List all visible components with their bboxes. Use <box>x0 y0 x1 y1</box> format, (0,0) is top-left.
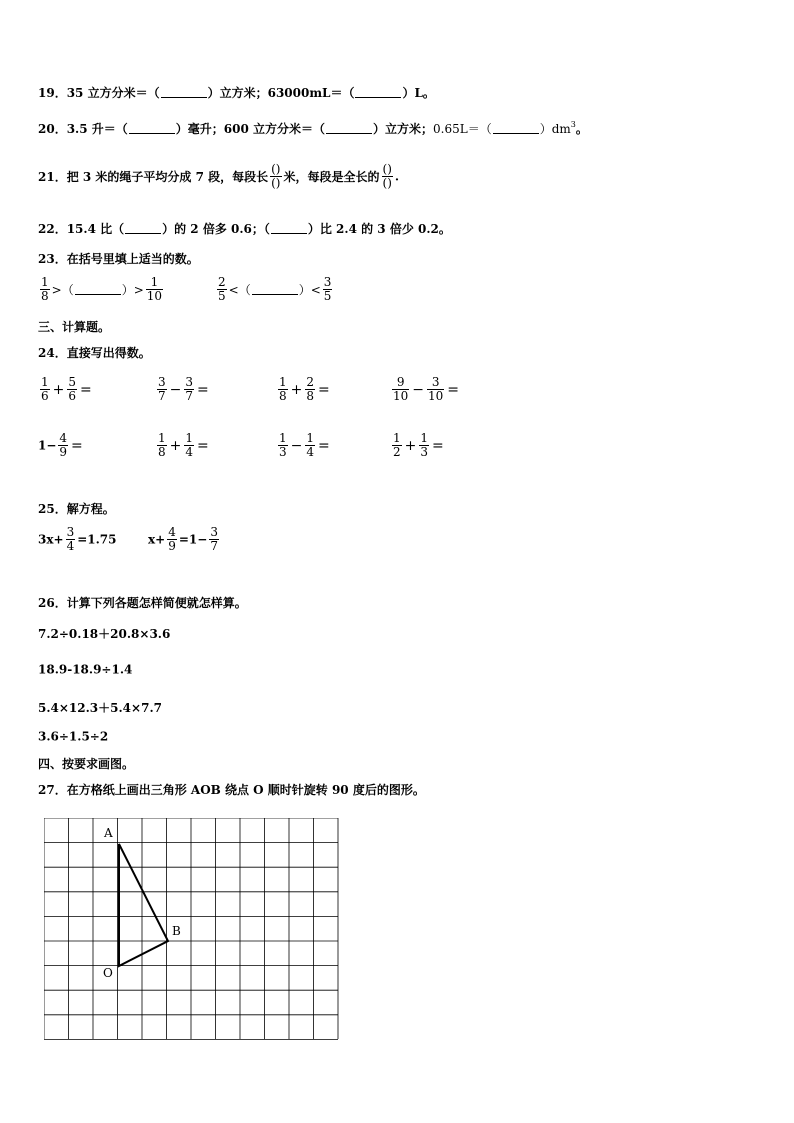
answer-blank[interactable] <box>129 123 175 134</box>
fraction-blank[interactable]: $\frac{()}{()}$ <box>271 162 281 190</box>
answer-blank[interactable] <box>75 284 121 295</box>
compare-expression-2: $\frac{2}{5}$ <（ ）< $\frac{3}{5}$ <box>218 275 332 303</box>
question-19: 19．35 立方分米＝（ ）立方米；63000mL＝（ ）L。 <box>38 86 435 100</box>
question-23: 23．在括号里填上适当的数。 <box>38 252 199 266</box>
point-label-o: O <box>103 966 113 980</box>
answer-blank[interactable] <box>355 87 401 98</box>
question-27: 27．在方格纸上画出三角形 AOB 绕点 O 顺时针旋转 90 度后的图形。 <box>38 783 425 797</box>
section-heading: 四、按要求画图。 <box>38 757 135 771</box>
question-20: 20．3.5 升＝（ ）毫升；600 立方分米＝（ ）立方米；0.65L＝（ ）$dm^3$。 <box>38 120 588 136</box>
section-heading: 三、计算题。 <box>38 320 111 334</box>
oral-calc-item: $\frac{1}{2}$ + $\frac{1}{3}$ = <box>393 431 444 459</box>
oral-calc-item: $\frac{1}{8}$ + $\frac{1}{4}$ = <box>158 431 209 459</box>
oral-calc-item: $\frac{9}{10}$ − $\frac{3}{10}$ = <box>393 375 460 403</box>
answer-blank[interactable] <box>493 123 539 134</box>
question-22: 22．15.4 比（ ）的 2 倍多 0.6；（ ）比 2.4 的 3 倍少 0.2。 <box>38 222 451 236</box>
calc-item: 5.4×12.3＋5.4×7.7 <box>38 701 162 715</box>
point-label-a: A <box>104 826 113 840</box>
oral-calc-item: $\frac{1}{3}$ − $\frac{1}{4}$ = <box>279 431 330 459</box>
compare-expression-1: $\frac{1}{8}$ >（ ）> $\frac{1}{10}$ <box>41 275 163 303</box>
grid-paper[interactable] <box>44 818 340 1040</box>
question-21: 21．把 3 米的绳子平均分成 7 段，每段长 $\frac{()}{()}$ 米，每段是全长的 $\frac{()}{()}$ . <box>38 162 400 190</box>
answer-blank[interactable] <box>125 223 161 234</box>
equation-1: 3x+ $\frac{3}{4}$ =1.75 <box>38 525 117 553</box>
question-24: 24．直接写出得数。 <box>38 346 151 360</box>
calc-item: 18.9-18.9÷1.4 <box>38 662 133 677</box>
question-25: 25．解方程。 <box>38 502 115 516</box>
oral-calc-item: $\frac{1}{8}$ + $\frac{2}{8}$ = <box>279 375 330 403</box>
triangle-aob <box>119 844 168 966</box>
oral-calc-item: $\frac{3}{7}$ − $\frac{3}{7}$ = <box>158 375 209 403</box>
answer-blank[interactable] <box>252 284 298 295</box>
answer-blank[interactable] <box>271 223 307 234</box>
point-label-b: B <box>172 924 181 938</box>
answer-blank[interactable] <box>326 123 372 134</box>
equation-2: x+ $\frac{4}{9}$ =1− $\frac{3}{7}$ <box>148 525 218 553</box>
oral-calc-item: 1− $\frac{4}{9}$ = <box>38 431 83 459</box>
answer-blank[interactable] <box>161 87 207 98</box>
fraction-blank[interactable]: $\frac{()}{()}$ <box>382 162 392 190</box>
calc-item: 7.2÷0.18＋20.8×3.6 <box>38 627 171 641</box>
question-26: 26．计算下列各题怎样简便就怎样算。 <box>38 596 247 610</box>
oral-calc-item: $\frac{1}{6}$ + $\frac{5}{6}$ = <box>41 375 92 403</box>
calc-item: 3.6÷1.5÷2 <box>38 729 109 744</box>
